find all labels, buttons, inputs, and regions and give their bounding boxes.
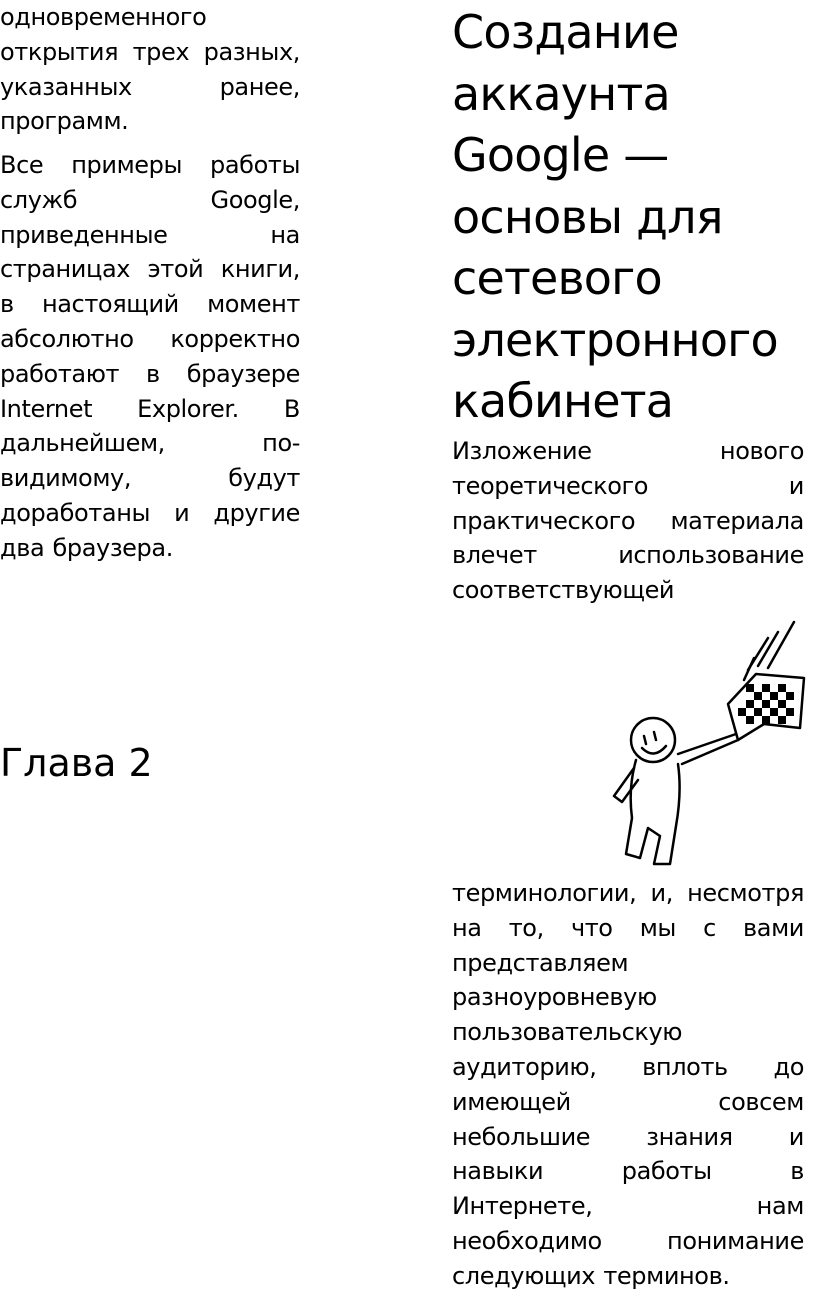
section-title: Создание аккаунта Google — основы для сетевого электронного кабинета — [452, 5, 778, 428]
right-paragraph-1: Изложение нового теоретического и практического материала влечет использование соответствующей — [452, 437, 804, 605]
right-paragraph-2: терминологии, и, несмотря на то, что мы с вами представляем разноуровневую пользовательскую аудиторию, вплоть до имеющей совсем небольшие знания и навыки работы в Интернете, нам необходимо понимание следующих терминов. — [452, 879, 804, 1290]
chapter-heading: Глава 2 — [0, 741, 153, 785]
left-paragraph-2: Все примеры работы служб Google, приведенные на страницах этой книги, в настоящий момент абсолютно корректно работают в браузере Internet Explorer. В дальнейшем, по-видимому, будут доработаны и другие два браузера. — [0, 151, 300, 562]
stick-figure-flag-icon — [578, 608, 808, 872]
left-paragraph-1: одновременного открытия трех разных, указанных ранее, программ. — [0, 3, 300, 136]
